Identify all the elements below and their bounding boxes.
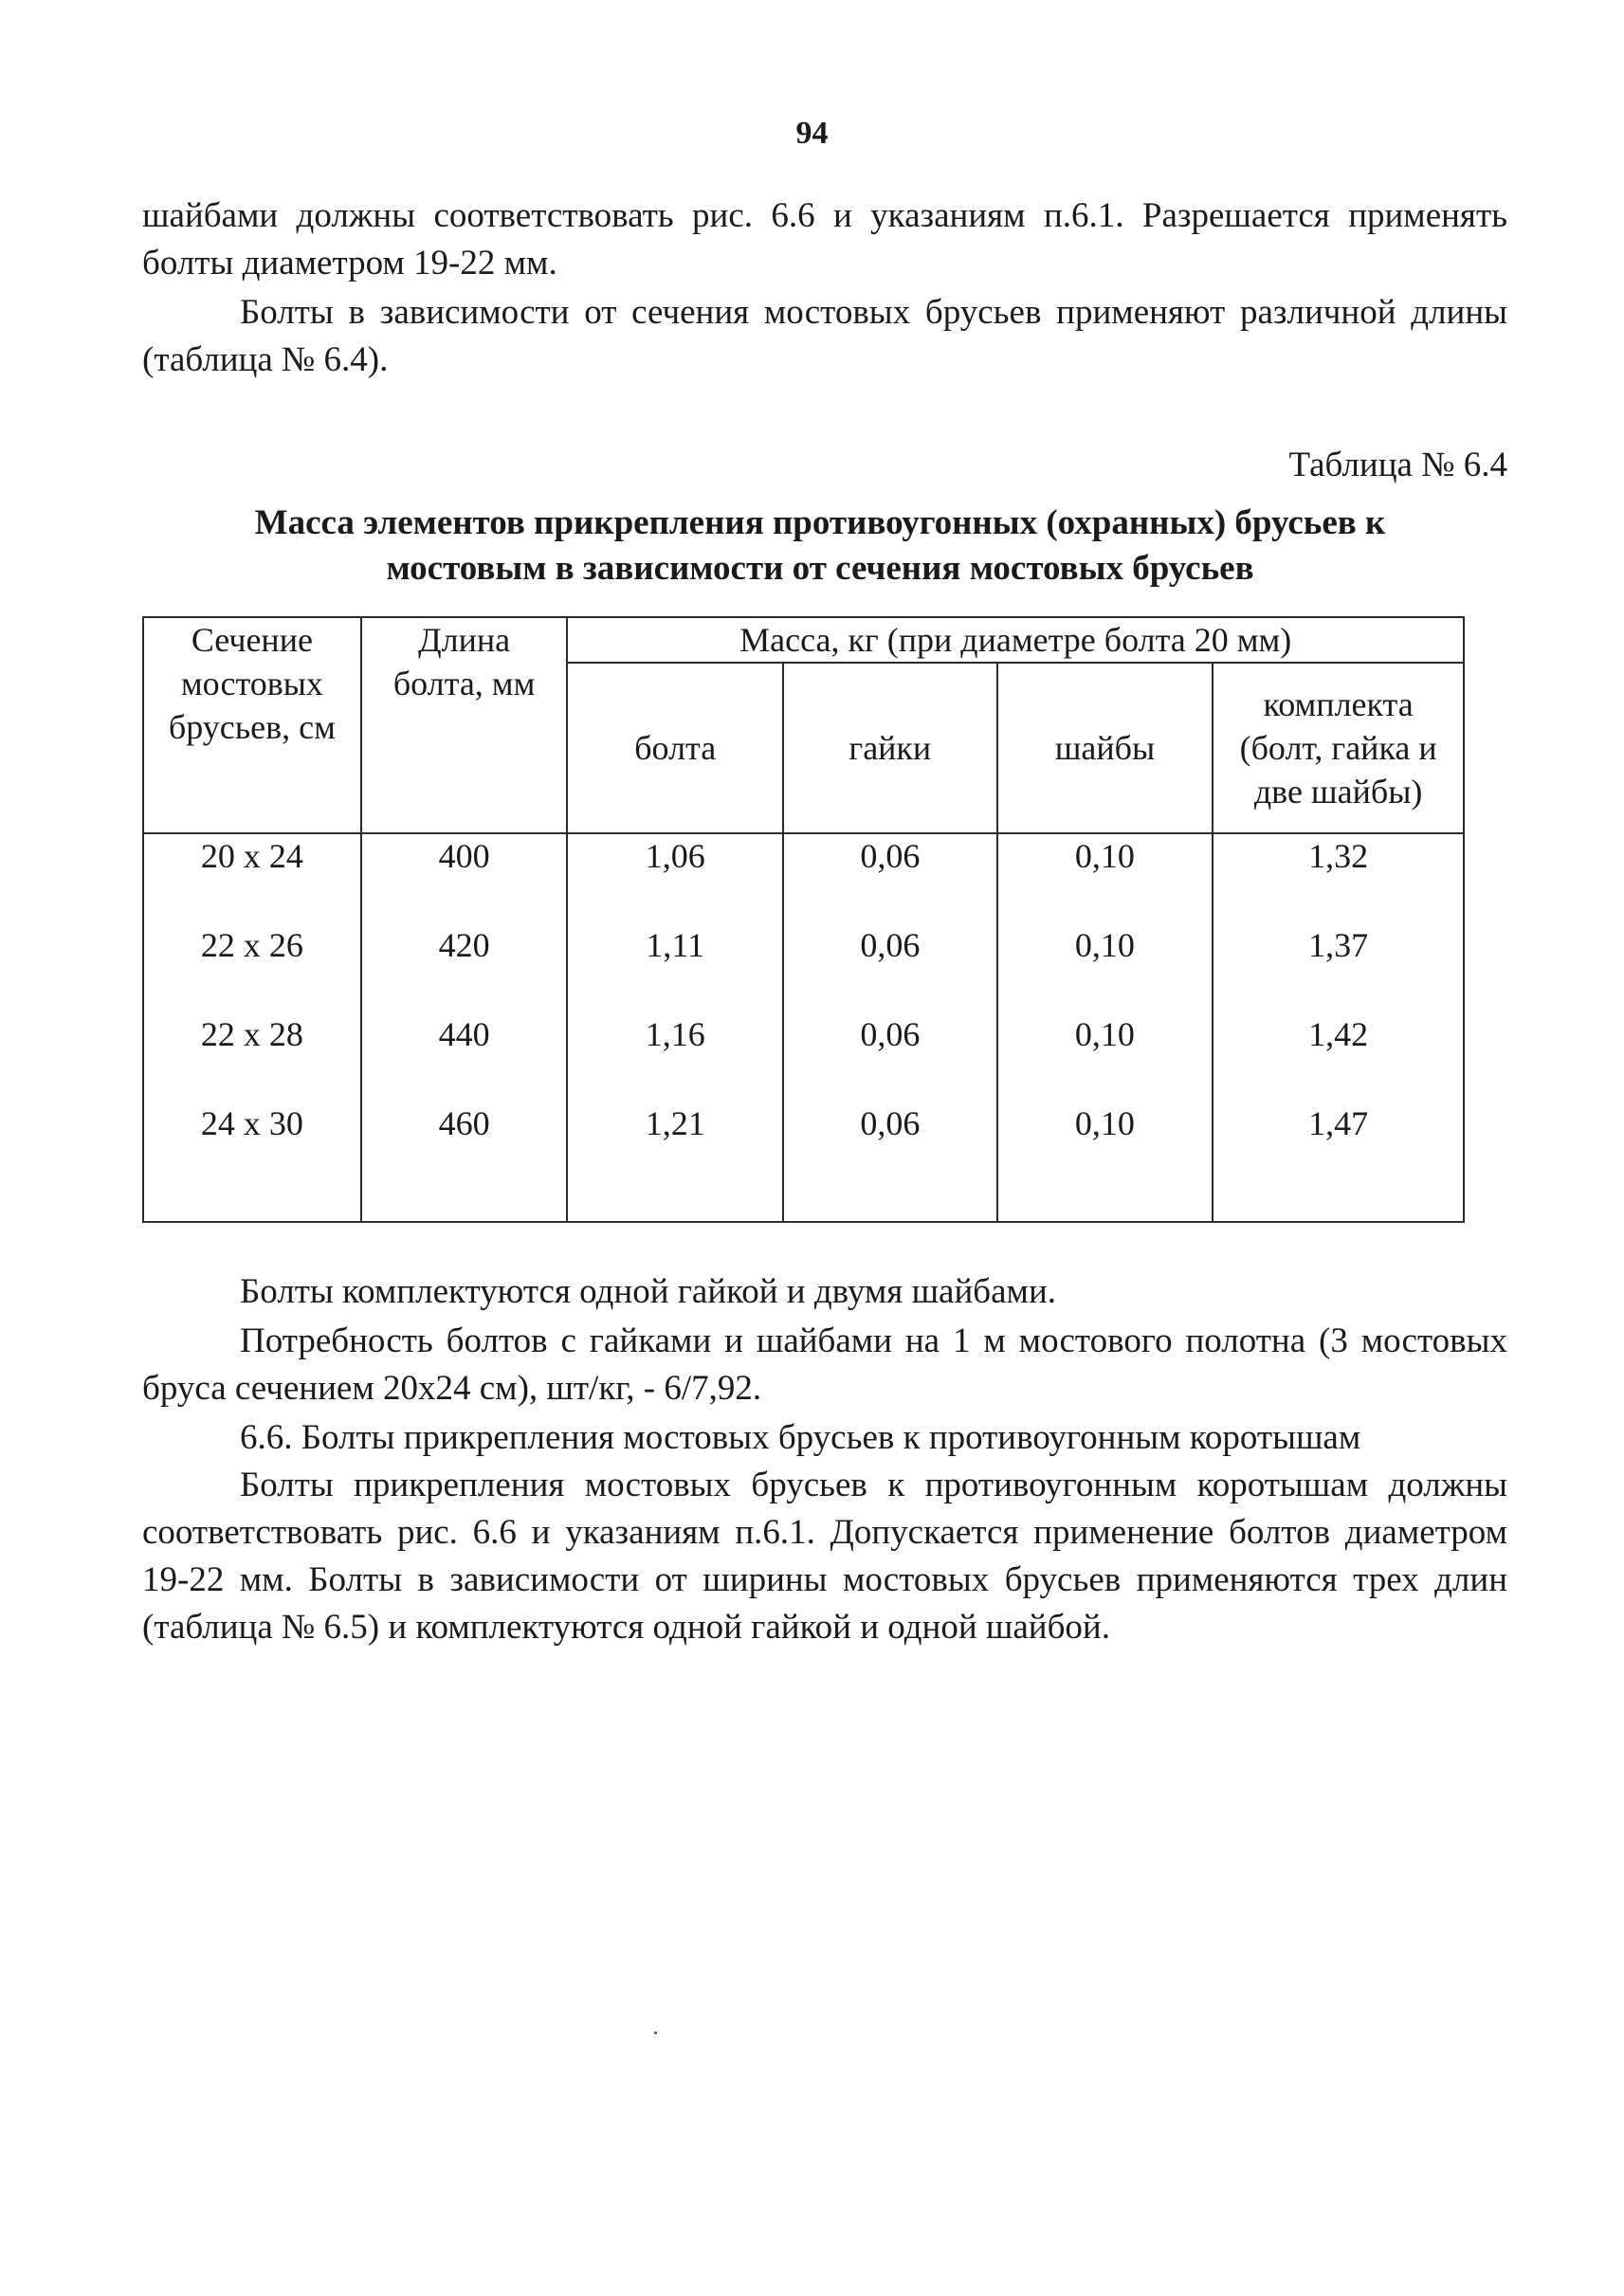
header-length: Длина болта, мм: [361, 617, 568, 833]
table-row: [143, 923, 1464, 1012]
page-number: 94: [795, 116, 829, 151]
paragraph-bolt-set: Болты комплектуются одной гайкой и двумя шайбами.: [240, 1272, 1056, 1311]
cell-bolt: 1,21: [567, 1102, 783, 1222]
cell-length: 460: [361, 1102, 568, 1222]
cell-section: 22 х 28: [143, 1012, 361, 1102]
cell-nut: 0,06: [783, 923, 997, 1012]
cell-nut: 0,06: [783, 833, 997, 923]
section-heading-6-6: 6.6. Болты прикрепления мостовых брусьев к противоугонным коротышам: [240, 1418, 1361, 1457]
cell-length: 440: [361, 1012, 568, 1102]
paragraph-section-6-6: Болты прикрепления мостовых брусьев к противоугонным коротышам должны соответствовать рис. 6.6 и указаниям п.6.1. Допускается применение болтов диаметром 19-22 мм. Болты в зависимости от ширины мостовых брусьев применяются трех длин (таблица № 6.5) и комплектуются одной гайкой и одной шайбой.: [142, 1466, 1507, 1647]
cell-section: 20 х 24: [143, 833, 361, 923]
paragraph-bolt-lengths: Болты в зависимости от сечения мостовых брусьев применяют различной длины (таблица № 6.4).: [142, 293, 1507, 379]
cell-length: 400: [361, 833, 568, 923]
paragraph-continuation: шайбами должны соответствовать рис. 6.6 и указаниям п.6.1. Разрешается применять болты диаметром 19-22 мм.: [142, 196, 1507, 282]
cell-washer: 0,10: [997, 1102, 1213, 1222]
table-row: [143, 833, 1464, 923]
header-bolt: болта: [567, 663, 783, 833]
paragraph-bolt-demand: Потребность болтов с гайками и шайбами на 1 м мостового полотна (3 мостовых бруса сечением 20х24 см), шт/кг, - 6/7,92.: [142, 1321, 1507, 1408]
table-title-line-2: мостовым в зависимости от сечения мостовых брусьев: [386, 549, 1254, 588]
header-nut: гайки: [783, 663, 997, 833]
cell-section: 24 х 30: [143, 1102, 361, 1222]
cell-washer: 0,10: [997, 833, 1213, 923]
table-row: [143, 1012, 1464, 1102]
table-row: [143, 1102, 1464, 1222]
cell-washer: 0,10: [997, 1012, 1213, 1102]
mass-table: [142, 616, 1465, 1223]
cell-washer: 0,10: [997, 923, 1213, 1012]
cell-nut: 0,06: [783, 1102, 997, 1222]
cell-bolt: 1,11: [567, 923, 783, 1012]
cell-nut: 0,06: [783, 1012, 997, 1102]
cell-set: 1,47: [1213, 1102, 1464, 1222]
scan-speck: [654, 2032, 657, 2034]
cell-set: 1,32: [1213, 833, 1464, 923]
cell-bolt: 1,06: [567, 833, 783, 923]
cell-bolt: 1,16: [567, 1012, 783, 1102]
table-title-line-1: Масса элементов прикрепления противоугонных (охранных) брусьев к: [254, 503, 1386, 542]
header-mass: Масса, кг (при диаметре болта 20 мм): [567, 617, 1464, 663]
header-washer: шайбы: [997, 663, 1213, 833]
header-section: Сечение мостовых брусьев, см: [143, 617, 361, 833]
cell-set: 1,42: [1213, 1012, 1464, 1102]
header-set: комплекта (болт, гайка и две шайбы): [1213, 663, 1464, 833]
table-number: Таблица № 6.4: [1288, 446, 1507, 484]
cell-length: 420: [361, 923, 568, 1012]
cell-set: 1,37: [1213, 923, 1464, 1012]
cell-section: 22 х 26: [143, 923, 361, 1012]
table-title: [142, 501, 1498, 592]
